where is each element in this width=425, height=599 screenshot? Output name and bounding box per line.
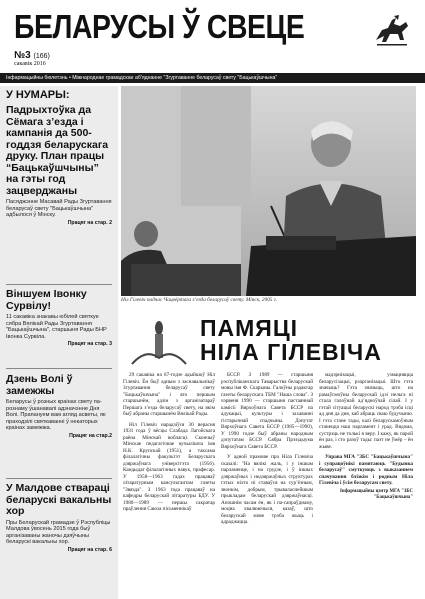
paragraph: Ніл Гілевіч нарадзіўся 30 верасня 1931 года ў вёсцы Слабада Лагойскага раёна Мінскай вобласці. Скончыў Мінскае педагагічнае вучылішча імя Н.К. Крупскай (1951), а таксама філалагічны факультэт Беларускага дзяржаўнага універсітэта (1956). Кандыдат філалагічных навук, прафесар. У 1958—1963 гадах працаваў літаратурным кансультантам газеты "Звязда". З 1963 года працаваў на кафедры беларускай літаратуры БДУ. У 1980—1989 — першы сакратар праўлення Саюза пісьменнікаў bbox=[123, 421, 215, 512]
issue-number-value: №3 bbox=[14, 50, 31, 61]
paragraph: Управа МГА "ЗБС "Бацькаўшчына" і супрацоўнікі памятаюць "Будынка беларусаў" смуткуюць з выказаннем спачування блізкім і родным Ніла Гілевіча і ўсім беларусам свету. bbox=[319, 454, 413, 486]
contents-item[interactable] bbox=[6, 374, 112, 439]
divider bbox=[6, 478, 112, 479]
contents-item-summary: 11 сакавіка знакавы юбілей святкуе сябра Вялікай Рады Згуртавання "Бацькаўшчына", старшыня Рады БНР Івонка Сурвіла. bbox=[6, 314, 107, 340]
issue-number bbox=[14, 50, 50, 61]
article-column bbox=[123, 372, 215, 594]
contents-item[interactable] bbox=[6, 289, 112, 347]
article-signature: Інфармацыйны цэнтр МГА "ЗБС "Бацькаўшчына" bbox=[340, 488, 413, 500]
divider bbox=[6, 284, 112, 285]
continued-link[interactable]: Працяг на стар. 6 bbox=[67, 546, 112, 553]
contents-item-title: Падрыхтоўка да Сёмага з’езда і кампанія да 500-годдзя беларускага друку. План працы “Бацькаўшчыны” на гэты год зацверджаны bbox=[6, 104, 109, 197]
contents-item-title: Віншуем Івонку Сурвілу! bbox=[6, 288, 87, 312]
contents-heading: У НУМАРЫ: bbox=[6, 89, 70, 101]
paragraph: мадэрнізацыі, узмацняцца беларусізацыі, рэарганізацыі. Што гэта значыць? Гэта значыць, што на рамаўсмоўны беларускай ідэі нельга ні стала галоўнай ад’ядноўчай сілай. І у гэтай сітуацыі беларускі народ трэба ісці ад дня да дня, каб абраць сваю будучыню. І гэта стане тады, калі беларускамоўным станецца наш парламент і урад. Вядома, сустрэць не толькі я веру. І кажу, як парой ён раз, і сто разоў тады: паэт не ўмёр – ён жыве. bbox=[319, 372, 413, 450]
issue-serial: (166) bbox=[33, 53, 50, 60]
contents-item-title: У Малдове ствараці беларускі вакальны хор bbox=[6, 482, 112, 517]
contents-item[interactable] bbox=[6, 483, 112, 553]
paragraph: 29 сакавіка на 87-годзе адыйшоў Ніл Гілевіч. Ён быў адным з заснавальнікаў Згуртавання беларусаў свету "Бацькаўшчына" і яго першым старшынём, адзін з арганізатараў Першага з’езда беларусаў свету, на якім быў абраны старшынём Вялікай Рады. bbox=[123, 372, 215, 417]
continued-link[interactable]: Працяг на стар.2 bbox=[69, 432, 112, 439]
article-column bbox=[221, 372, 313, 594]
contents-item-summary: Беларусы ў розных краінах свету па-рознаму ўшанавалі адзначэнне Дня Волі. Прапануем вам агляд асветы, як праходзілі святкаванні ў некаторых краінах замежжа. bbox=[6, 399, 106, 432]
masthead bbox=[14, 8, 412, 70]
memorial-candle-icon bbox=[126, 318, 192, 368]
paragraph: БССР. З 1989 — старшыня рэспубліканскага Таварыства беларускай мовы імя Ф. Скарыны. Галоўны рэдактар газеты беларускага ТБМ "Наша слова". З чэрвеня 1990 — старшыня пастаяннай камісіі Вярхоўнага Савета БССР па адукацыі, культуры і захаванні гістарычнай спадчыны. Дэпутат Вярхоўнага Савета БССР (1985—1990), У 1990 годзе быў абраны народным дэпутатам БССР. Сябра Прэзідыума Вярхоўнага Савета БССР. bbox=[221, 372, 313, 450]
issue-date: сакавік 2016 bbox=[14, 61, 46, 67]
article-title-line: НІЛА ГІЛЕВІЧА bbox=[200, 339, 382, 365]
pahonia-emblem-icon bbox=[372, 14, 412, 48]
article-title-line: ПАМЯЦІ bbox=[200, 315, 299, 341]
contents-item-summary: Пры Беларускай грамадзе ў Рэспубліцы Малдова ўвосень 2015 года быў арганізаваны жаночы дзяўчыны беларускі вакальны хор. bbox=[6, 519, 111, 546]
continued-link[interactable]: Працяг на стар. 2 bbox=[67, 219, 112, 226]
photo-speaker-at-podium bbox=[121, 86, 416, 296]
main-photo bbox=[121, 86, 416, 296]
paragraph: У адной прамове пра Ніла Гілевіча сказалі: "На вялікі жаль, і у іншым парламенце, і на грудзе, і ў іншых дзяржаўных і недзяржаўных структурах гэтых ніхто ні ставаўся на сур’ёзным, звонкім, добрым, трываласнейшым прыкладам беларускай дзяржаўнасці. Апошнім часам ён, як і па-сапраўднаму, моцна хвалюючыся, казаў, што беларускай мове трэба жыць і адраджацца. bbox=[221, 454, 313, 525]
article-title bbox=[200, 316, 382, 364]
contents-sidebar bbox=[0, 86, 118, 599]
publisher-banner: Інфармацыйны бюлетэнь • Міжнароднае грамадскае аб'яднанне "Згуртаванне беларусаў свету "Бацькаўшчына" bbox=[0, 73, 425, 83]
photo-caption: Ніл Гілевіч падчас Чацвёртага з’езда беларусаў свету. Мінск, 2005 г. bbox=[121, 297, 278, 303]
contents-item-title: Дзень Волі ў замежжы bbox=[6, 373, 73, 397]
newspaper-title: БЕЛАРУСЫ Ў СВЕЦЕ bbox=[14, 8, 305, 45]
continued-link[interactable]: Працяг на стар. 3 bbox=[67, 341, 112, 348]
article-column bbox=[319, 372, 413, 594]
divider bbox=[6, 368, 112, 369]
contents-item-summary: Пасяджэнне Масавай Рады Згуртавання беларусаў свету "Бацькаўшчына" адбылося ў Мінску. bbox=[6, 199, 112, 219]
contents-item[interactable] bbox=[6, 105, 112, 226]
